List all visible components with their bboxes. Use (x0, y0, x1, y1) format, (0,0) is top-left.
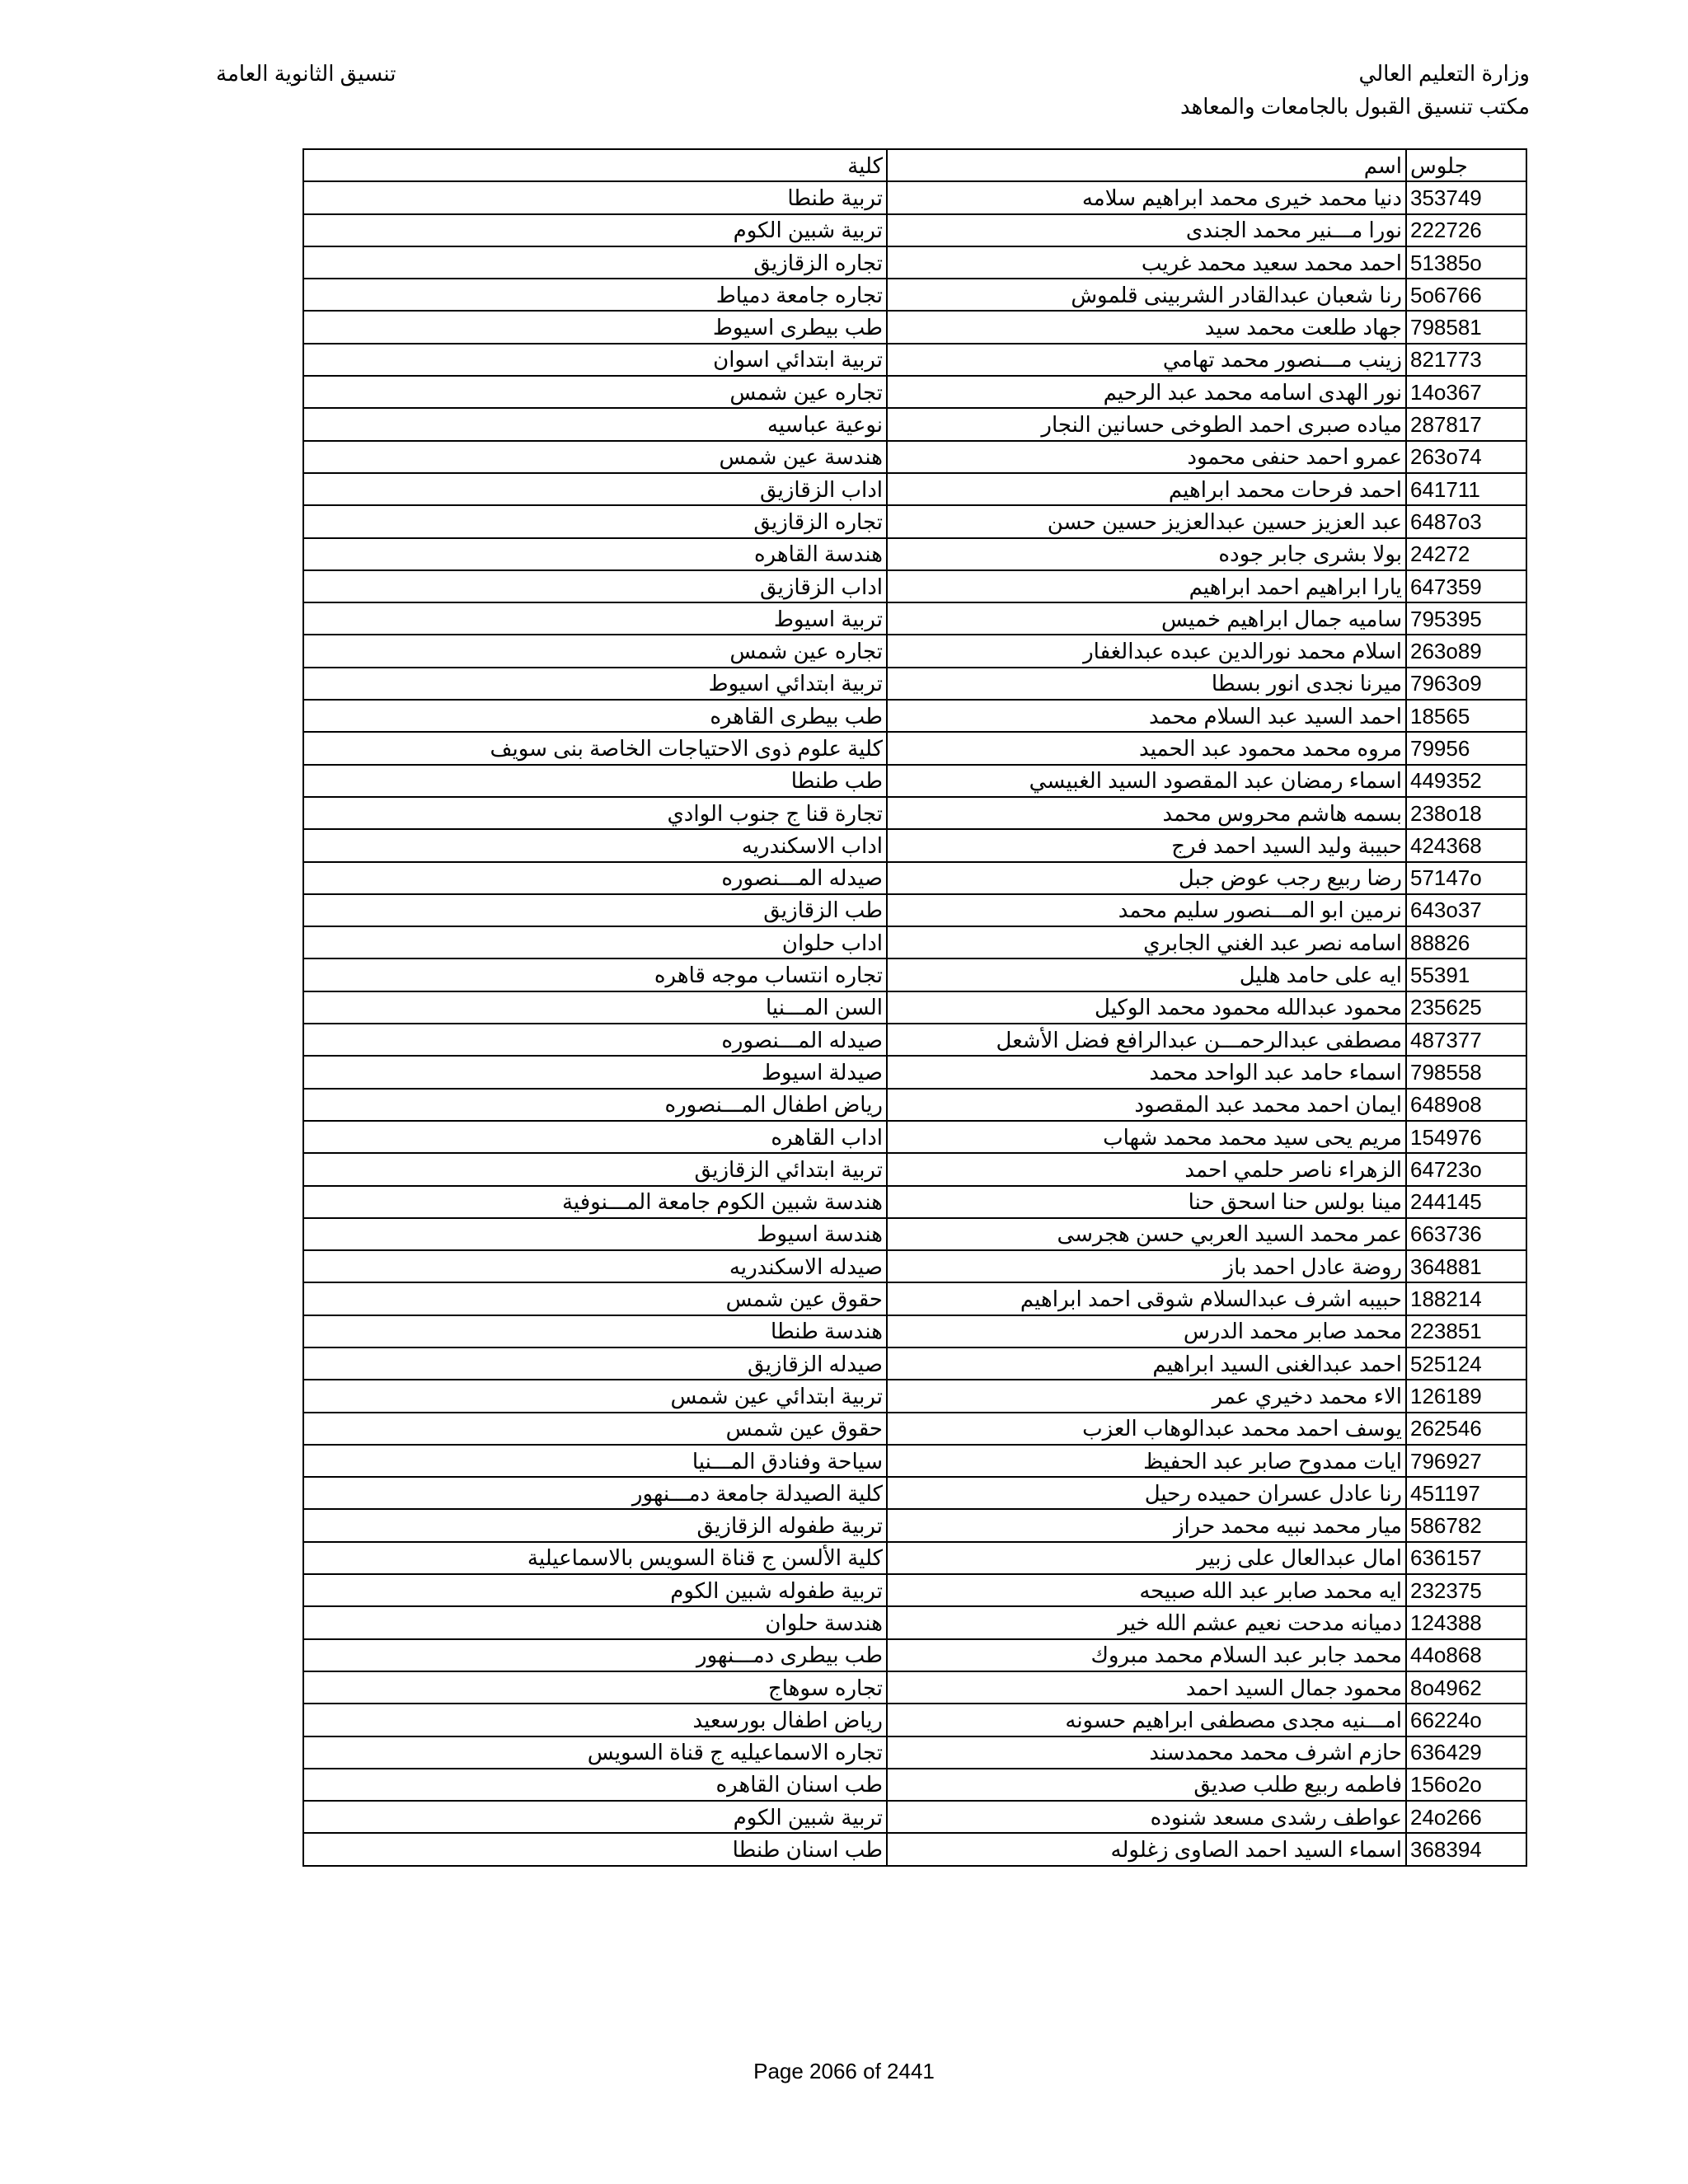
name-cell: ايه محمد صابر عبد الله صبيحه (887, 1574, 1406, 1606)
name-cell: امـــنيه مجدى مصطفى ابراهيم حسونه (887, 1704, 1406, 1736)
faculty-cell: صيدله المـــنصوره (303, 1024, 887, 1056)
header-office: مكتب تنسيق القبول بالجامعات والمعاهد (1179, 94, 1530, 119)
seat-cell: 88826 (1406, 926, 1526, 958)
seat-cell: 64723o (1406, 1153, 1526, 1185)
name-cell: اسماء رمضان عبد المقصود السيد الغبيسي (887, 765, 1406, 797)
faculty-cell: نوعية عباسيه (303, 408, 887, 440)
table-row (303, 1347, 1526, 1380)
table-row (303, 1218, 1526, 1250)
table-row (303, 668, 1526, 700)
results-table (302, 148, 1527, 1867)
faculty-cell: طب بيطرى دمـــنهور (303, 1639, 887, 1671)
seat-cell: 24272 (1406, 538, 1526, 570)
faculty-cell: تربية ابتدائي اسوان (303, 344, 887, 376)
faculty-cell: تجاره الزقازيق (303, 246, 887, 279)
seat-cell: 647359 (1406, 570, 1526, 602)
table-row (303, 214, 1526, 246)
table-row (303, 1509, 1526, 1541)
table-row (303, 1606, 1526, 1638)
faculty-cell: تربية اسيوط (303, 602, 887, 635)
name-cell: محمود جمال السيد احمد (887, 1671, 1406, 1704)
faculty-cell: تجاره جامعة دمياط (303, 279, 887, 311)
name-cell: ميار محمد نبيه محمد حراز (887, 1509, 1406, 1541)
seat-cell: 451197 (1406, 1477, 1526, 1509)
table-row (303, 862, 1526, 894)
faculty-cell: صيدله الاسكندريه (303, 1250, 887, 1282)
table-row (303, 926, 1526, 958)
seat-cell: 188214 (1406, 1282, 1526, 1315)
name-cell: بسمه هاشم محروس محمد (887, 797, 1406, 829)
table-row (303, 1282, 1526, 1315)
seat-cell: 44o868 (1406, 1639, 1526, 1671)
seat-cell: 364881 (1406, 1250, 1526, 1282)
table-row (303, 1542, 1526, 1574)
table-row (303, 1153, 1526, 1185)
seat-cell: 287817 (1406, 408, 1526, 440)
name-cell: بولا بشرى جابر جوده (887, 538, 1406, 570)
table-row (303, 829, 1526, 861)
seat-cell: 24o266 (1406, 1801, 1526, 1833)
seat-cell: 636157 (1406, 1542, 1526, 1574)
seat-cell: 244145 (1406, 1186, 1526, 1218)
seat-cell: 262546 (1406, 1413, 1526, 1445)
table-row (303, 1380, 1526, 1412)
faculty-cell: هندسة القاهره (303, 538, 887, 570)
name-cell: رضا ربيع رجب عوض جبل (887, 862, 1406, 894)
name-cell: نور الهدى اسامه محمد عبد الرحيم (887, 376, 1406, 408)
table-row (303, 505, 1526, 537)
seat-cell: 223851 (1406, 1315, 1526, 1347)
table-row (303, 1315, 1526, 1347)
seat-cell: 487377 (1406, 1024, 1526, 1056)
table-row (303, 1445, 1526, 1477)
faculty-cell: صيدلة اسيوط (303, 1056, 887, 1088)
table-row (303, 246, 1526, 279)
seat-cell: 55391 (1406, 958, 1526, 991)
table-row (303, 635, 1526, 667)
table-row (303, 1413, 1526, 1445)
name-cell: دميانه مدحت نعيم عشم الله خير (887, 1606, 1406, 1638)
faculty-cell: سياحة وفنادق المـــنيا (303, 1445, 887, 1477)
seat-cell: 798558 (1406, 1056, 1526, 1088)
faculty-cell: هندسة طنطا (303, 1315, 887, 1347)
faculty-cell: تربية ابتدائي الزقازيق (303, 1153, 887, 1185)
name-cell: احمد فرحات محمد ابراهيم (887, 473, 1406, 505)
name-cell: احمد محمد سعيد محمد غريب (887, 246, 1406, 279)
seat-cell: 7963o9 (1406, 668, 1526, 700)
name-cell: حبيبة وليد السيد احمد فرج (887, 829, 1406, 861)
faculty-cell: تربية طنطا (303, 181, 887, 213)
name-cell: فاطمه ربيع طلب صديق (887, 1769, 1406, 1801)
header-ministry: وزارة التعليم العالي (1358, 61, 1530, 86)
seat-cell: 6487o3 (1406, 505, 1526, 537)
name-cell: حازم اشرف محمد محمدسند (887, 1736, 1406, 1769)
table-row (303, 1704, 1526, 1736)
table-row (303, 1024, 1526, 1056)
seat-cell: 18565 (1406, 700, 1526, 732)
seat-cell: 586782 (1406, 1509, 1526, 1541)
name-cell: نورا مـــنير محمد الجندى (887, 214, 1406, 246)
seat-cell: 6489o8 (1406, 1089, 1526, 1121)
faculty-cell: كلية علوم ذوى الاحتياجات الخاصة بنى سويف (303, 732, 887, 764)
table-row (303, 1574, 1526, 1606)
table-row (303, 408, 1526, 440)
seat-cell: 14o367 (1406, 376, 1526, 408)
name-cell: عبد العزيز حسين عبدالعزيز حسين حسن (887, 505, 1406, 537)
faculty-cell: طب اسنان القاهره (303, 1769, 887, 1801)
name-cell: الزهراء ناصر حلمي احمد (887, 1153, 1406, 1185)
faculty-cell: صيدله الزقازيق (303, 1347, 887, 1380)
table-row (303, 797, 1526, 829)
faculty-cell: تربية شبين الكوم (303, 214, 887, 246)
seat-cell: 79956 (1406, 732, 1526, 764)
faculty-cell: اداب القاهره (303, 1121, 887, 1153)
table-row (303, 376, 1526, 408)
table-row (303, 1833, 1526, 1865)
table-row (303, 344, 1526, 376)
name-cell: زينب مـــنصور محمد تهامي (887, 344, 1406, 376)
seat-cell: 449352 (1406, 765, 1526, 797)
seat-cell: 643o37 (1406, 894, 1526, 926)
table-row (303, 538, 1526, 570)
name-cell: احمد عبدالغنى السيد ابراهيم (887, 1347, 1406, 1380)
faculty-cell: تجاره الزقازيق (303, 505, 887, 537)
seat-cell: 353749 (1406, 181, 1526, 213)
faculty-cell: طب بيطرى اسيوط (303, 311, 887, 343)
seat-cell: 821773 (1406, 344, 1526, 376)
name-cell: روضة عادل احمد باز (887, 1250, 1406, 1282)
table-row (303, 602, 1526, 635)
seat-cell: 222726 (1406, 214, 1526, 246)
faculty-cell: طب الزقازيق (303, 894, 887, 926)
name-cell: امال عبدالعال على زبير (887, 1542, 1406, 1574)
faculty-cell: تربية شبين الكوم (303, 1801, 887, 1833)
faculty-cell: تربية طفوله الزقازيق (303, 1509, 887, 1541)
name-cell: محمود عبدالله محمود محمد الوكيل (887, 991, 1406, 1024)
table-row (303, 1250, 1526, 1282)
column-header-seat: جلوس (1406, 149, 1526, 181)
page-number: Page 2066 of 2441 (753, 2059, 935, 2083)
table-row (303, 958, 1526, 991)
faculty-cell: هندسة شبين الكوم جامعة المـــنوفية (303, 1186, 887, 1218)
name-cell: اسلام محمد نورالدين عبده عبدالغفار (887, 635, 1406, 667)
name-cell: اسامه نصر عبد الغني الجابري (887, 926, 1406, 958)
table-row (303, 1089, 1526, 1121)
column-header-name: اسم (887, 149, 1406, 181)
faculty-cell: كلية الصيدلة جامعة دمـــنهور (303, 1477, 887, 1509)
table-row (303, 570, 1526, 602)
seat-cell: 238o18 (1406, 797, 1526, 829)
table-row (303, 279, 1526, 311)
faculty-cell: حقوق عين شمس (303, 1413, 887, 1445)
seat-cell: 798581 (1406, 311, 1526, 343)
faculty-cell: رياض اطفال بورسعيد (303, 1704, 887, 1736)
seat-cell: 5o6766 (1406, 279, 1526, 311)
table-row (303, 1121, 1526, 1153)
table-row (303, 765, 1526, 797)
name-cell: ايمان احمد محمد عبد المقصود (887, 1089, 1406, 1121)
name-cell: رنا عادل عسران حميده رحيل (887, 1477, 1406, 1509)
seat-cell: 8o4962 (1406, 1671, 1526, 1704)
seat-cell: 51385o (1406, 246, 1526, 279)
faculty-cell: تجاره عين شمس (303, 635, 887, 667)
table-row (303, 700, 1526, 732)
name-cell: ايه على حامد هليل (887, 958, 1406, 991)
table-row (303, 473, 1526, 505)
seat-cell: 126189 (1406, 1380, 1526, 1412)
table-row (303, 1056, 1526, 1088)
name-cell: اسماء حامد عبد الواحد محمد (887, 1056, 1406, 1088)
seat-cell: 57147o (1406, 862, 1526, 894)
seat-cell: 663736 (1406, 1218, 1526, 1250)
name-cell: ايات ممدوح صابر عبد الحفيظ (887, 1445, 1406, 1477)
name-cell: اسماء السيد احمد الصاوى زغلوله (887, 1833, 1406, 1865)
name-cell: يوسف احمد محمد عبدالوهاب العزب (887, 1413, 1406, 1445)
faculty-cell: تجاره الاسماعيليه ج قناة السويس (303, 1736, 887, 1769)
faculty-cell: طب اسنان طنطا (303, 1833, 887, 1865)
column-header-faculty: كلية (303, 149, 887, 181)
faculty-cell: صيدله المـــنصوره (303, 862, 887, 894)
seat-cell: 525124 (1406, 1347, 1526, 1380)
faculty-cell: تجاره انتساب موجه قاهره (303, 958, 887, 991)
name-cell: مينا بولس حنا اسحق حنا (887, 1186, 1406, 1218)
name-cell: رنا شعبان عبدالقادر الشربينى قلموش (887, 279, 1406, 311)
seat-cell: 424368 (1406, 829, 1526, 861)
seat-cell: 796927 (1406, 1445, 1526, 1477)
faculty-cell: اداب حلوان (303, 926, 887, 958)
name-cell: محمد جابر عبد السلام محمد مبروك (887, 1639, 1406, 1671)
seat-cell: 156o2o (1406, 1769, 1526, 1801)
faculty-cell: حقوق عين شمس (303, 1282, 887, 1315)
seat-cell: 263o89 (1406, 635, 1526, 667)
table-row (303, 1769, 1526, 1801)
faculty-cell: هندسة حلوان (303, 1606, 887, 1638)
name-cell: مياده صبرى احمد الطوخى حسانين النجار (887, 408, 1406, 440)
name-cell: عمرو احمد حنفى محمود (887, 441, 1406, 473)
name-cell: نرمين ابو المـــنصور سليم محمد (887, 894, 1406, 926)
faculty-cell: كلية الألسن ج قناة السويس بالاسماعيلية (303, 1542, 887, 1574)
name-cell: دنيا محمد خيرى محمد ابراهيم سلامه (887, 181, 1406, 213)
faculty-cell: تربية ابتدائي اسيوط (303, 668, 887, 700)
faculty-cell: اداب الزقازيق (303, 473, 887, 505)
table-row (303, 1639, 1526, 1671)
table-row (303, 991, 1526, 1024)
faculty-cell: تجارة قنا ج جنوب الوادي (303, 797, 887, 829)
header-left-title: تنسيق الثانوية العامة (216, 61, 396, 86)
faculty-cell: رياض اطفال المـــنصوره (303, 1089, 887, 1121)
name-cell: مريم يحى سيد محمد محمد شهاب (887, 1121, 1406, 1153)
faculty-cell: طب طنطا (303, 765, 887, 797)
seat-cell: 368394 (1406, 1833, 1526, 1865)
name-cell: محمد صابر محمد الدرس (887, 1315, 1406, 1347)
seat-cell: 154976 (1406, 1121, 1526, 1153)
table-row (303, 894, 1526, 926)
faculty-cell: تربية طفوله شبين الكوم (303, 1574, 887, 1606)
seat-cell: 124388 (1406, 1606, 1526, 1638)
seat-cell: 641711 (1406, 473, 1526, 505)
name-cell: حبيبه اشرف عبدالسلام شوقى احمد ابراهيم (887, 1282, 1406, 1315)
faculty-cell: اداب الاسكندريه (303, 829, 887, 861)
seat-cell: 636429 (1406, 1736, 1526, 1769)
faculty-cell: اداب الزقازيق (303, 570, 887, 602)
table-row (303, 1477, 1526, 1509)
name-cell: مروه محمد محمود عبد الحميد (887, 732, 1406, 764)
seat-cell: 795395 (1406, 602, 1526, 635)
name-cell: عمر محمد السيد العربي حسن هجرسى (887, 1218, 1406, 1250)
table-row (303, 1736, 1526, 1769)
faculty-cell: تجاره سوهاج (303, 1671, 887, 1704)
name-cell: ساميه جمال ابراهيم خميس (887, 602, 1406, 635)
faculty-cell: هندسة عين شمس (303, 441, 887, 473)
faculty-cell: طب بيطرى القاهره (303, 700, 887, 732)
name-cell: عواطف رشدى مسعد شنوده (887, 1801, 1406, 1833)
faculty-cell: السن المـــنيا (303, 991, 887, 1024)
table-header-row (303, 149, 1526, 181)
seat-cell: 66224o (1406, 1704, 1526, 1736)
table-row (303, 732, 1526, 764)
table-row (303, 311, 1526, 343)
table-row (303, 181, 1526, 213)
faculty-cell: تجاره عين شمس (303, 376, 887, 408)
table-row (303, 441, 1526, 473)
seat-cell: 232375 (1406, 1574, 1526, 1606)
name-cell: احمد السيد عبد السلام محمد (887, 700, 1406, 732)
name-cell: يارا ابراهيم احمد ابراهيم (887, 570, 1406, 602)
name-cell: مصطفى عبدالرحمـــن عبدالرافع فضل الأشعل (887, 1024, 1406, 1056)
table-row (303, 1186, 1526, 1218)
name-cell: جهاد طلعت محمد سيد (887, 311, 1406, 343)
table-row (303, 1671, 1526, 1704)
seat-cell: 235625 (1406, 991, 1526, 1024)
name-cell: الاء محمد دخيري عمر (887, 1380, 1406, 1412)
faculty-cell: هندسة اسيوط (303, 1218, 887, 1250)
seat-cell: 263o74 (1406, 441, 1526, 473)
name-cell: ميرنا نجدى انور بسطا (887, 668, 1406, 700)
table-row (303, 1801, 1526, 1833)
faculty-cell: تربية ابتدائي عين شمس (303, 1380, 887, 1412)
